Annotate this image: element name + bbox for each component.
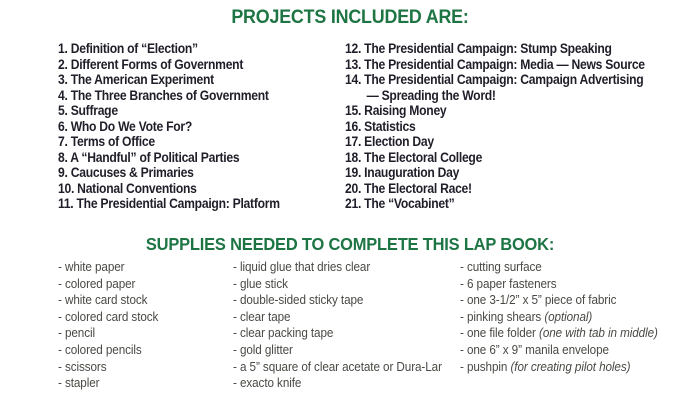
- project-item: 13. The Presidential Campaign: Media — News Source: [345, 56, 645, 72]
- supply-item-note: (one with tab in middle): [539, 325, 658, 341]
- supply-item-note: (optional): [544, 308, 593, 324]
- supply-item: - clear packing tape: [233, 325, 334, 341]
- supply-item: - stapler: [58, 375, 100, 391]
- project-item: 18. The Electoral College: [345, 149, 483, 165]
- supply-item: - exacto knife: [233, 375, 302, 391]
- project-item: 6. Who Do We Vote For?: [58, 118, 193, 134]
- supplies-column-3: [460, 259, 658, 375]
- supply-item: [460, 359, 658, 376]
- project-item: 20. The Electoral Race!: [345, 180, 472, 196]
- supply-item: - double-sided sticky tape: [233, 292, 364, 308]
- project-item: 2. Different Forms of Government: [58, 56, 244, 72]
- project-item: 10. National Conventions: [58, 180, 197, 196]
- supply-item: - liquid glue that dries clear: [233, 259, 371, 274]
- supplies-column-2: [233, 259, 442, 392]
- supply-item: [460, 292, 658, 309]
- supply-item: - colored card stock: [58, 308, 159, 324]
- project-item: 16. Statistics: [345, 118, 416, 134]
- project-item: 11. The Presidential Campaign: Platform: [58, 196, 280, 211]
- project-item: 1. Definition of “Election”: [58, 41, 198, 56]
- project-item: 5. Suffrage: [58, 103, 118, 118]
- supply-item-text: - one 3-1/2” x 5” piece of fabric: [460, 292, 617, 308]
- supply-item: [460, 276, 658, 293]
- supply-item: [460, 309, 658, 326]
- supply-item: - a 5” square of clear acetate or Dura-Lar: [233, 358, 442, 374]
- supply-item: - white paper: [58, 259, 125, 274]
- supplies-title: SUPPLIES NEEDED TO COMPLETE THIS LAP BOOK:: [145, 234, 555, 254]
- project-item: 12. The Presidential Campaign: Stump Speaking: [345, 41, 612, 56]
- projects-column-right: [345, 41, 645, 212]
- projects-column-left: [58, 41, 280, 212]
- supply-item: - clear tape: [233, 308, 291, 324]
- project-item: 4. The Three Branches of Government: [58, 87, 269, 103]
- supply-item: - pencil: [58, 325, 95, 341]
- supply-item-text: - pushpin: [460, 358, 511, 374]
- supply-item-text: - one 6” x 9” manila envelope: [460, 341, 609, 357]
- supplies-column-1: [58, 259, 158, 392]
- supply-item: - colored paper: [58, 275, 136, 291]
- supply-item-note: (for creating pilot holes): [510, 358, 631, 374]
- supply-item: - scissors: [58, 358, 107, 374]
- supply-item: - gold glitter: [233, 341, 293, 357]
- supply-item-text: - pinking shears: [460, 308, 545, 324]
- project-item: 7. Terms of Office: [58, 134, 155, 149]
- project-item: 3. The American Experiment: [58, 72, 214, 87]
- supply-item-text: - cutting surface: [460, 259, 542, 274]
- project-item: 14. The Presidential Campaign: Campaign Advertising: [345, 72, 644, 87]
- supply-item: - colored pencils: [58, 341, 142, 357]
- supply-item-text: - one file folder: [460, 325, 540, 341]
- project-item: 15. Raising Money: [345, 103, 447, 118]
- supply-item: - glue stick: [233, 275, 288, 291]
- supply-item-text: - 6 paper fasteners: [460, 275, 557, 291]
- project-item-continuation: — Spreading the Word!: [366, 87, 496, 103]
- project-item: 9. Caucuses & Primaries: [58, 165, 194, 180]
- project-item: 21. The “Vocabinet”: [345, 196, 455, 211]
- project-item: 17. Election Day: [345, 134, 434, 149]
- supply-item: [460, 325, 658, 342]
- supply-item: [460, 259, 658, 276]
- supply-item: [460, 342, 658, 359]
- project-item: 8. A “Handful” of Political Parties: [58, 149, 240, 165]
- projects-title: PROJECTS INCLUDED ARE:: [231, 7, 469, 28]
- project-item: 19. Inauguration Day: [345, 165, 460, 180]
- supply-item: - white card stock: [58, 292, 148, 308]
